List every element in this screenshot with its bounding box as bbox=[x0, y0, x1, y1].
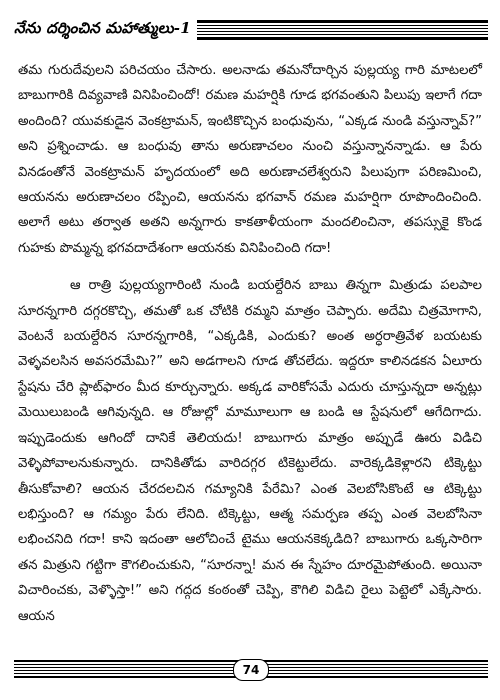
header-title: నేను దర్శించిన మహాత్ములు-1 bbox=[14, 19, 191, 37]
page-number: 74 bbox=[233, 659, 269, 681]
paragraph-1: తమ గురుదేవులని పరిచయం చేసారు. అలనాడు తమనోదార్చిన పుల్లయ్య గారి మాటలలో బాబుగారికి దివ్యవాణి వినిపించిందో! రమణ మహర్షికి గూడ భగవంతుని పిలుపు ఇలాగే గదా అందింది? యువకుడైన వెంకట్రామన్, ఇంటికొచ్చిన బంధువును, “ఎక్కడ నుండి వస్తున్నావ్?” అని ప్రశ్నించాడు. ఆ బంధువు తాను అరుణాచలం నుంచి వస్తున్నానన్నాడు. ఆ పేరు వినడంతోనే వెంకట్రామన్ హృదయంలో అది అరుణాచలేశ్వరుని పిలుపుగా పరిణమించి, ఆయనను అరుణాచలం రప్పించి, ఆయనను భగవాన్ రమణ మహర్షిగా రూపొందించింది. అలాగే అటు తర్వాత అతని అన్నగారు కాకతాళీయంగా మందలించినా, తపస్సుకై కొండ గుహకు పొమ్మన్న భగవదాదేశంగా ఆయనకు వినిపించింది గదా! bbox=[18, 63, 482, 256]
paragraph-2: ఆ రాత్రి పుల్లయ్యగారింటి నుండి బయల్దేరిన బాబు తిన్నగా మిత్రుడు పలపాల సూరన్నగారి దగ్గరకొచ్చి, తమతో ఒక చోటికి రమ్మని మాత్రం చెప్పారు. అదేమి చిత్రమోగాని, వెంటనే బయల్దేరిన సూరన్నగారికి, “ఎక్కడికి, ఎందుకు? అంత అర్ధరాత్రివేళ బయటకు వెళ్ళవలసిన అవసరమేమి?” అని అడగాలని గూడ తోచలేదు. ఇద్దరూ కాలినడకన ఏలూరు స్టేషను చేరి ప్లాట్‌ఫారం మీద కూర్చున్నారు. అక్కడ వారికోసమే ఎదురు చూస్తున్నదా అన్నట్లు మెయిలుబండి ఆగివున్నది. ఆ రోజుల్లో మామూలుగా ఆ బండి ఆ స్టేషనులో ఆగేదిగాదు. ఇప్పుడెందుకు ఆగిందో దానికే తెలియదు! బాబుగారు మాత్రం అప్పుడే ఊరు విడిచి వెళ్ళిపోవాలనుకున్నారు. దానికితోడు వారిదగ్గర టికెట్టులేదు. వారెక్కడికెళ్లారని టిక్కెట్టు తీసుకోవాలి? ఆయన చేరదలచిన గమ్యానికి పేరేమి? ఎంత వెలబోసికొంటే ఆ టిక్కెట్టు లభిస్తుంది? ఆ గమ్యం పేరు లేనిది. టిక్కెట్టు, ఆత్మ సమర్పణ తప్ప ఎంత వెలబోసినా లభించనిది గదా! కాని ఇదంతా ఆలోచించే టైము ఆయనకెక్కడిది? బాబుగారు ఒక్కసారిగా తన మిత్రుని గట్టిగా కౌగలించుకుని, “సూరన్నా! మన ఈ స్నేహం దూరమైపోతుంది. అయినా విచారించకు, వెళ్ళొస్తా!” అని గద్గద కంఠంతో చెప్పి, కౌగిలి విడిచి రైలు పెట్టెలో ఎక్కేసారు. ఆయన bbox=[18, 278, 482, 624]
footer bbox=[14, 655, 488, 685]
header-rule-graphic bbox=[197, 19, 488, 41]
body-text bbox=[18, 58, 482, 629]
running-header bbox=[14, 12, 488, 48]
header-rule bbox=[197, 19, 488, 41]
